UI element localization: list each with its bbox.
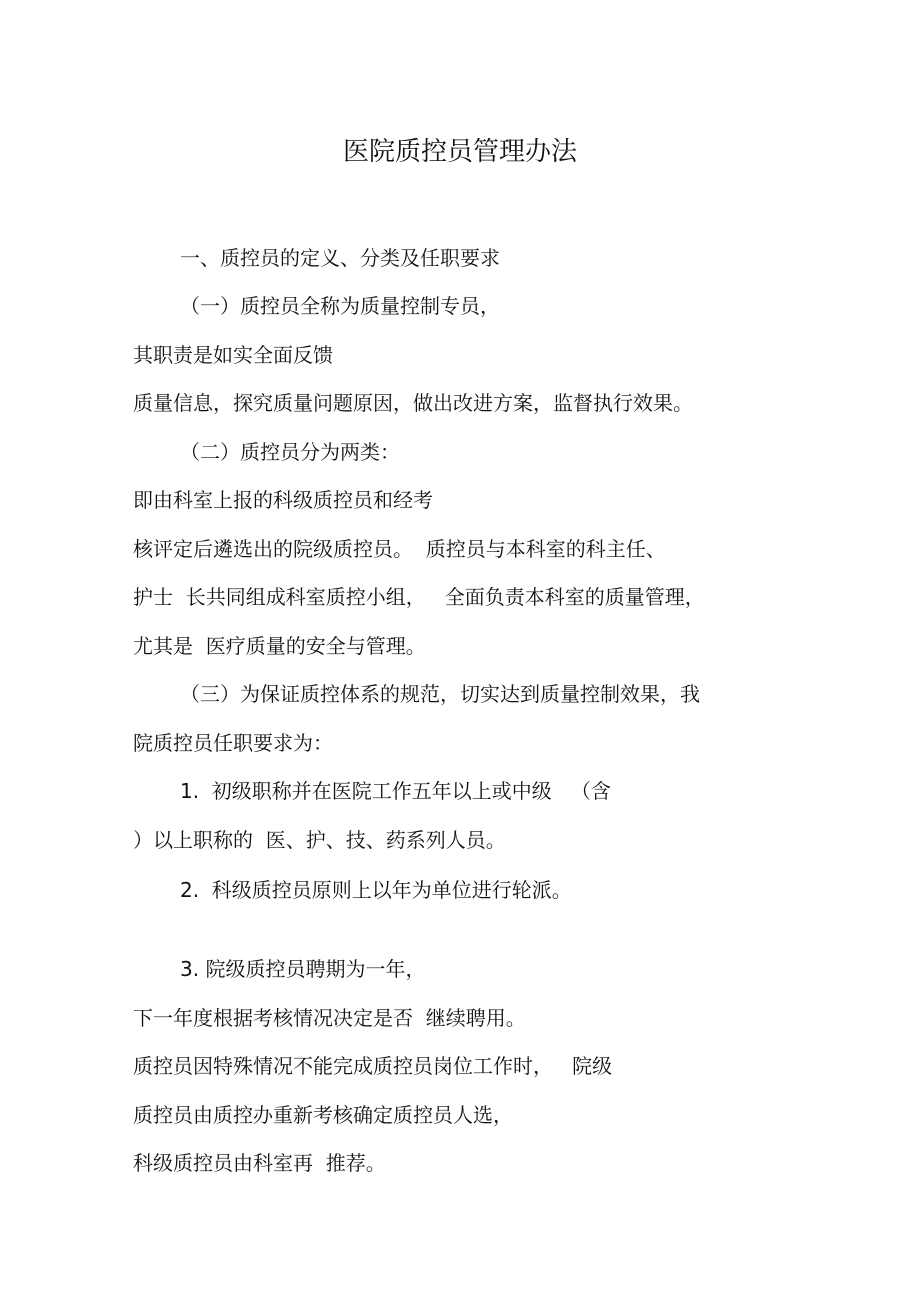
paragraph-line: 下一年度根据考核情况决定是否 继续聘用。	[133, 1006, 526, 1030]
paragraph-line: 尤其是 医疗质量的安全与管理。	[133, 634, 426, 658]
paragraph-line: ）以上职称的 医、护、技、药系列人员。	[133, 828, 506, 852]
section-heading-1: 一、质控员的定义、分类及任职要求	[180, 246, 500, 270]
paragraph-line: 质量信息，探究质量问题原因，做出改进方案，监督执行效果。	[133, 391, 693, 415]
paragraph-line: 科级质控员由科室再 推荐。	[133, 1151, 386, 1175]
paragraph-line: 质控员因特殊情况不能完成质控员岗位工作时， 院级	[133, 1054, 613, 1078]
paragraph-line: 其职责是如实全面反馈	[133, 343, 333, 367]
list-item-2: 2. 科级质控员原则上以年为单位进行轮派。	[180, 878, 572, 902]
paragraph-line: 质控员由质控办重新考核确定质控员人选，	[133, 1103, 513, 1127]
paragraph-line: （二）质控员分为两类：	[180, 440, 400, 464]
list-item-1: 1. 初级职称并在医院工作五年以上或中级 （含	[180, 779, 611, 803]
document-title: 医院质控员管理办法	[342, 137, 577, 167]
paragraph-line: 即由科室上报的科级质控员和经考	[133, 488, 433, 512]
paragraph-line: （三）为保证质控体系的规范，切实达到质量控制效果，我	[180, 682, 700, 706]
paragraph-line: 核评定后遴选出的院级质控员。 质控员与本科室的科主任、	[133, 537, 666, 561]
paragraph-line: 护士 长共同组成科室质控小组， 全面负责本科室的质量管理，	[133, 585, 705, 609]
paragraph-line: 院质控员任职要求为：	[133, 731, 333, 755]
paragraph-line: （一）质控员全称为质量控制专员，	[180, 294, 500, 318]
list-item-3: 3. 院级质控员聘期为一年，	[180, 957, 426, 981]
